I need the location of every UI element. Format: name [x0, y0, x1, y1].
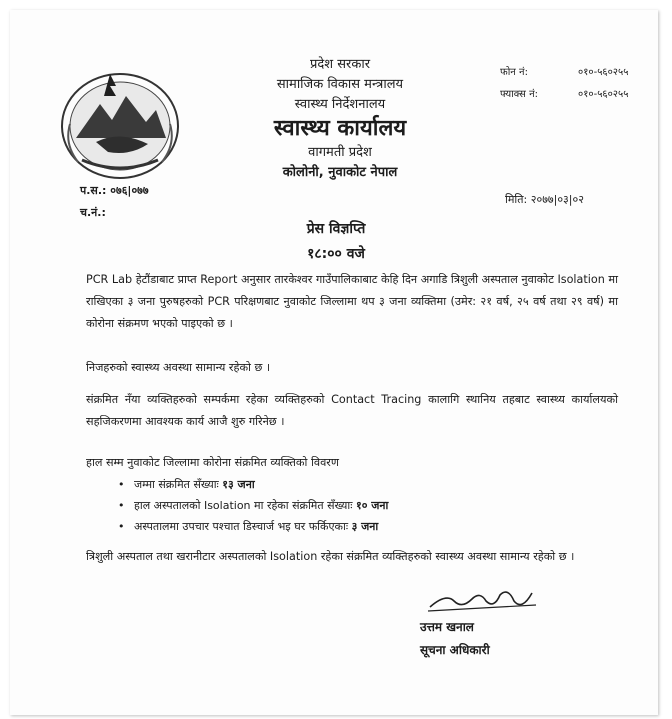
bullet-label: जम्मा संक्रमित सँख्याः: [134, 478, 219, 491]
bullet-label: हाल अस्पतालको Isolation मा रहेका संक्रमित सँख्याः: [134, 499, 353, 512]
ps-number: प.स.: ०७६|०७७: [80, 184, 149, 197]
reference-numbers: [80, 180, 149, 224]
list-item: [118, 474, 388, 495]
signatory-title: सूचना अधिकारी: [420, 643, 490, 657]
paragraph-isolation-status: त्रिशुली अस्पताल तथा खरानीटार अस्पतालको Isolation रहेका संक्रमित व्यक्तिहरुको स्वास्थ्य अवस्था सामान्य रहेको छ ।: [86, 550, 575, 563]
bullet-value: १३ जना: [222, 478, 255, 491]
phone-row: [500, 62, 650, 84]
fax-row: [500, 84, 650, 106]
fax-label: फ्याक्स नं:: [500, 89, 539, 100]
directorate-name: स्वास्थ्य निर्देशनालय: [294, 97, 386, 112]
case-summary-list: [118, 474, 388, 537]
fax-number: ०१०-५६०२५५: [578, 89, 629, 100]
signatory-name: उत्तम खनाल: [420, 620, 474, 634]
release-time: १८:०० वजे: [307, 246, 365, 262]
list-item: [118, 495, 388, 516]
government-name: प्रदेश सरकार: [309, 57, 371, 72]
ministry-name: सामाजिक विकास मन्त्रालय: [276, 77, 404, 92]
paragraph-new-cases: PCR Lab हेटौंडाबाट प्राप्त Report अनुसार तारकेश्वर गाउँपालिकाबाट केहि दिन अगाडि त्रिशुली अस्पताल नुवाकोट Isolation मा राखिएका ३ जना पुरुषहरुको PCR परिक्षणबाट नुवाकोट जिल्लामा थप ३ जना व्यक्तिमा (उमेर: २१ वर्ष, २५ वर्ष तथा २९ वर्ष) मा कोरोना संक्रमण भएको पाइएको छ ।: [86, 273, 618, 330]
press-release-title: प्रेस विज्ञप्ति: [306, 221, 366, 237]
bullet-label: अस्पतालमा उपचार पश्चात डिस्चार्ज भइ घर फर्किएकाः: [134, 520, 349, 533]
office-location: कोलोनी, नुवाकोट नेपाल: [282, 165, 398, 180]
paragraph-summary-heading: हाल सम्म नुवाकोट जिल्लामा कोरोना संक्रमित व्यक्तिको विवरण: [86, 456, 339, 469]
bullet-value: ३ जना: [351, 520, 379, 533]
paragraph-health-status: निजहरुको स्वास्थ्य अवस्था सामान्य रहेको छ ।: [86, 361, 271, 374]
handwritten-signature: [424, 583, 544, 619]
office-header: [250, 55, 430, 183]
chalani-number: च.नं.:: [80, 206, 106, 219]
office-name: स्वास्थ्य कार्यालय: [273, 116, 407, 141]
letter-date: मिति: २०७७|०३|०२: [505, 193, 584, 206]
phone-number: ०१०-५६०२५५: [578, 67, 629, 78]
nepal-government-emblem: [56, 64, 184, 182]
paragraph-contact-tracing: संक्रमित नँया व्यक्तिहरुको सम्पर्कमा रहेका व्यक्तिहरुको Contact Tracing कालागि स्थानिय तहबाट स्वास्थ्य कार्यालयको सहजिकरणमा आवश्यक कार्य आजै शुरु गरिनेछ ।: [86, 393, 618, 428]
phone-label: फोन नं:: [500, 67, 528, 78]
list-item: [118, 516, 388, 537]
province-name: वागमती प्रदेश: [308, 145, 372, 160]
bullet-value: १० जना: [355, 499, 389, 512]
contact-info: [500, 62, 650, 106]
